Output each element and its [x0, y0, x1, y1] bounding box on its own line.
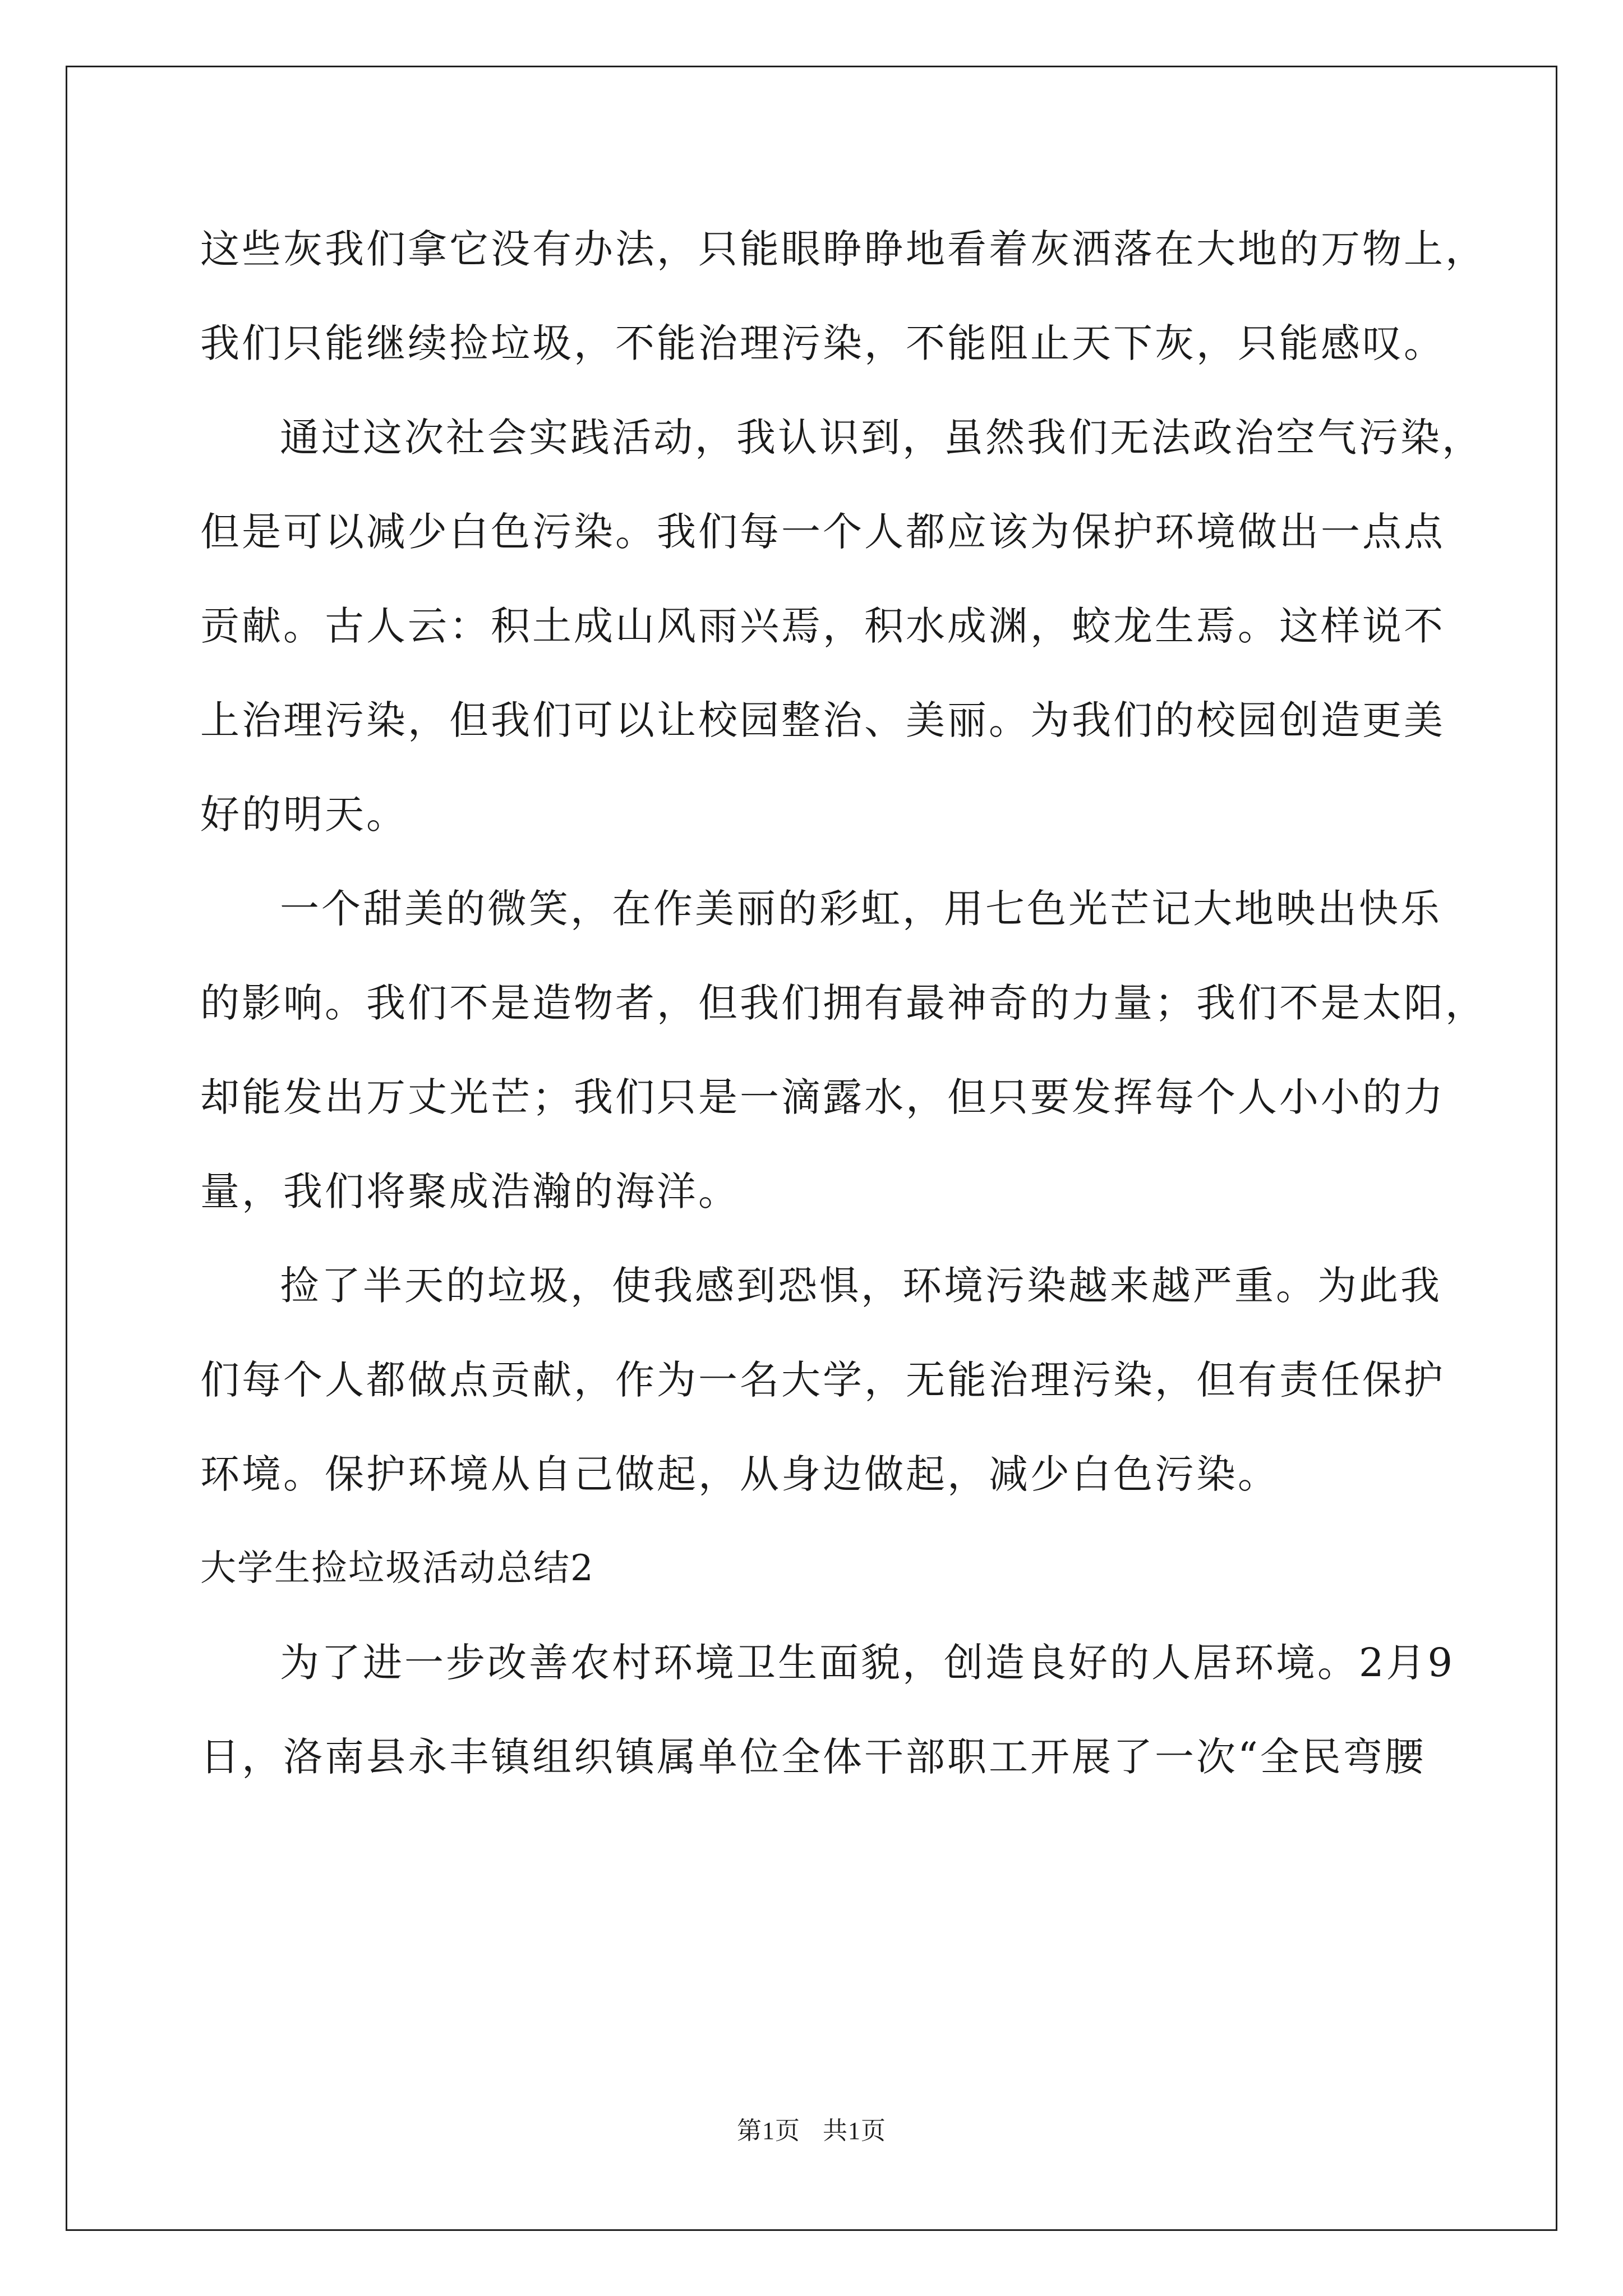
page-footer	[0, 2110, 1623, 2146]
page-total: 共1页	[823, 2117, 886, 2145]
text-line: 日，洛南县永丰镇组织镇属单位全体干部职工开展了一次“全民弯腰	[200, 1734, 1426, 1780]
text-line: 贡献。古人云：积土成山风雨兴焉，积水成渊，蛟龙生焉。这样说不	[200, 603, 1445, 649]
text-line: 上治理污染，但我们可以让校园整治、美丽。为我们的校园创造更美	[200, 697, 1445, 743]
text-line: 好的明天。	[200, 792, 408, 838]
paragraph-start-line: 为了进一步改善农村环境卫生面貌，创造良好的人居环境。2月9	[280, 1640, 1455, 1686]
text-line: 这些灰我们拿它没有办法，只能眼睁睁地看着灰洒落在大地的万物上，	[200, 226, 1487, 272]
paragraph-start-line: 通过这次社会实践活动，我认识到，虽然我们无法政治空气污染，	[280, 415, 1483, 461]
paragraph-start-line: 捡了半天的垃圾，使我感到恐惧，环境污染越来越严重。为此我	[280, 1263, 1442, 1309]
section-heading: 大学生捡垃圾活动总结2	[200, 1548, 594, 1589]
document-body	[200, 202, 1487, 1804]
page-number: 第1页	[737, 2117, 800, 2145]
text-line: 却能发出万丈光芒；我们只是一滴露水，但只要发挥每个人小小的力	[200, 1074, 1445, 1120]
text-line: 的影响。我们不是造物者，但我们拥有最神奇的力量；我们不是太阳，	[200, 980, 1487, 1026]
text-line: 量，我们将聚成浩瀚的海洋。	[200, 1168, 740, 1214]
text-line: 我们只能继续捡垃圾，不能治理污染，不能阻止天下灰，只能感叹。	[200, 320, 1445, 366]
text-line: 但是可以减少白色污染。我们每一个人都应该为保护环境做出一点点	[200, 509, 1445, 555]
text-line: 环境。保护环境从自己做起，从身边做起，减少白色污染。	[200, 1451, 1279, 1497]
paragraph-start-line: 一个甜美的微笑，在作美丽的彩虹，用七色光芒记大地映出快乐	[280, 886, 1442, 932]
text-line: 们每个人都做点贡献，作为一名大学，无能治理污染，但有责任保护	[200, 1357, 1445, 1403]
